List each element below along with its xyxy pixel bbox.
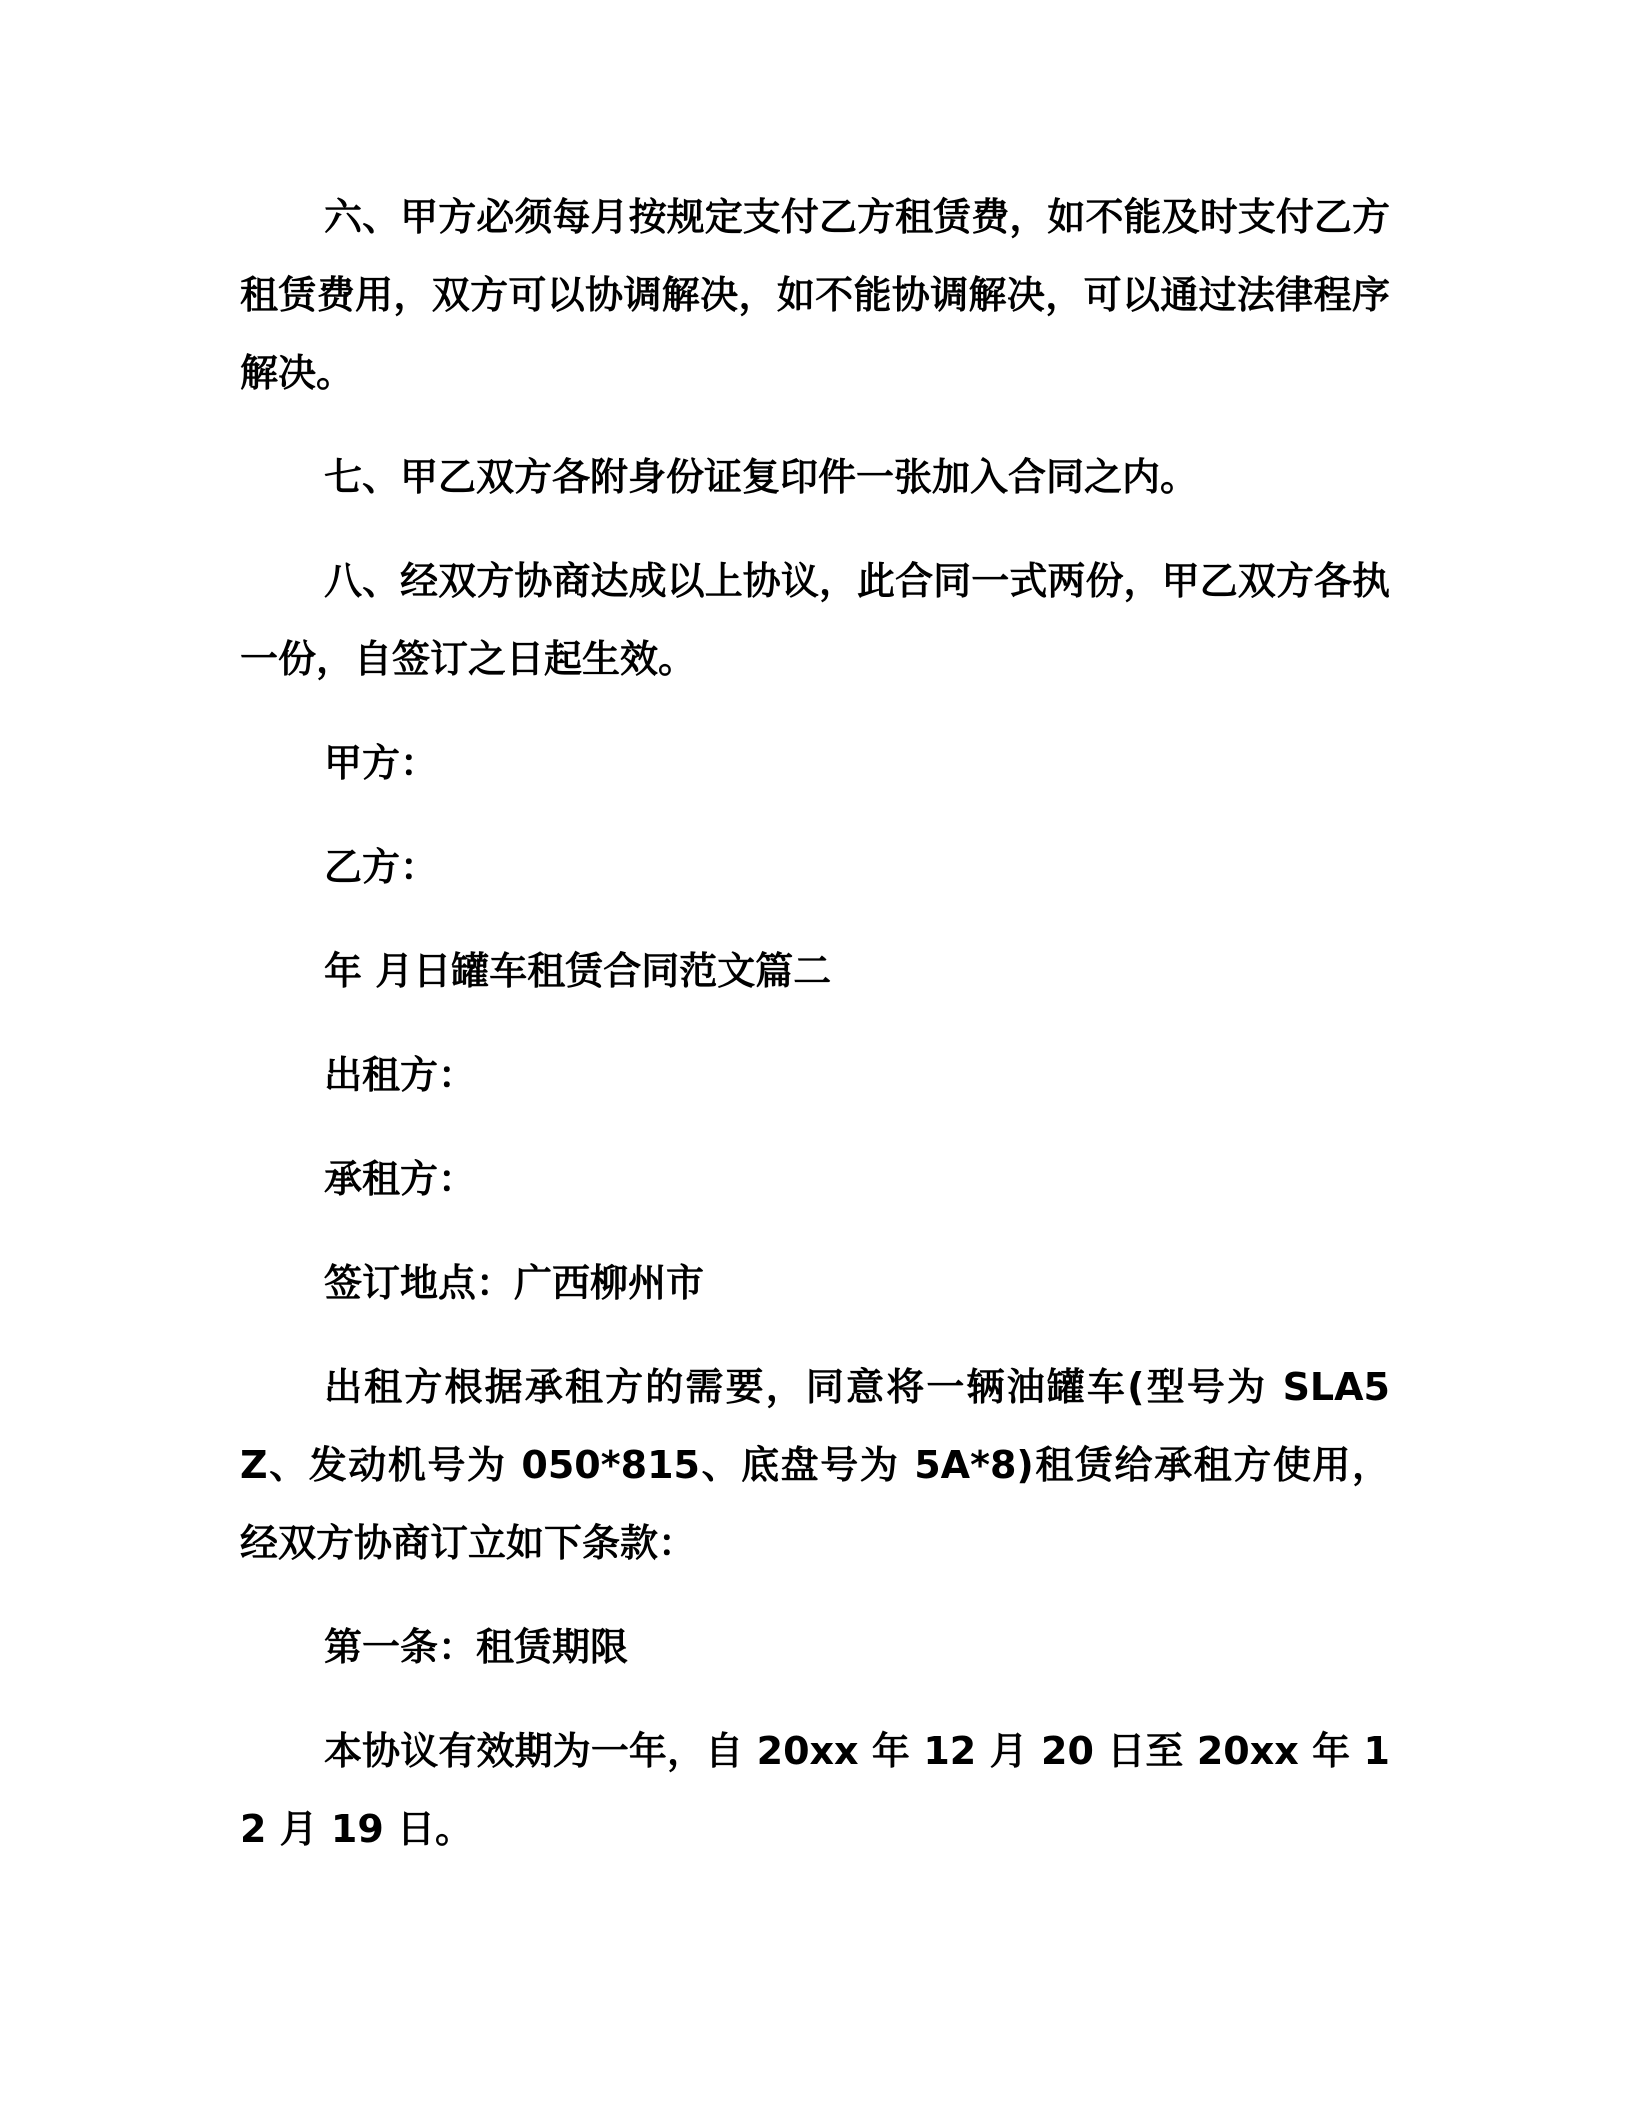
- party-b-label: 乙方：: [324, 845, 439, 889]
- lessor-label: 出租方：: [324, 1053, 477, 1097]
- date-line-and-section-title: 年 月日罐车租赁合同范文篇二: [324, 949, 832, 993]
- lease-term-paragraph: 本协议有效期为一年，自 20xx 年 12 月 20 日至 20xx 年 12 月 19 日。: [240, 1729, 1390, 1851]
- signing-place-line: 签订地点：广西柳州市: [324, 1261, 705, 1305]
- party-a-label: 甲方：: [324, 741, 439, 785]
- lessee-label: 承租方：: [324, 1157, 477, 1201]
- clause-8: 八、经双方协商达成以上协议，此合同一式两份，甲乙双方各执一份，自签订之日起生效。: [240, 559, 1390, 681]
- article-1-heading: 第一条：租赁期限: [324, 1625, 629, 1669]
- clause-7: 七、甲乙双方各附身份证复印件一张加入合同之内。: [324, 455, 1199, 499]
- lease-intro-paragraph: 出租方根据承租方的需要，同意将一辆油罐车(型号为 SLA5Z、发动机号为 050*815、底盘号为 5A*8)租赁给承租方使用，经双方协商订立如下条款：: [240, 1365, 1390, 1565]
- clause-6: 六、甲方必须每月按规定支付乙方租赁费，如不能及时支付乙方租赁费用，双方可以协调解决，如不能协调解决，可以通过法律程序解决。: [240, 195, 1390, 395]
